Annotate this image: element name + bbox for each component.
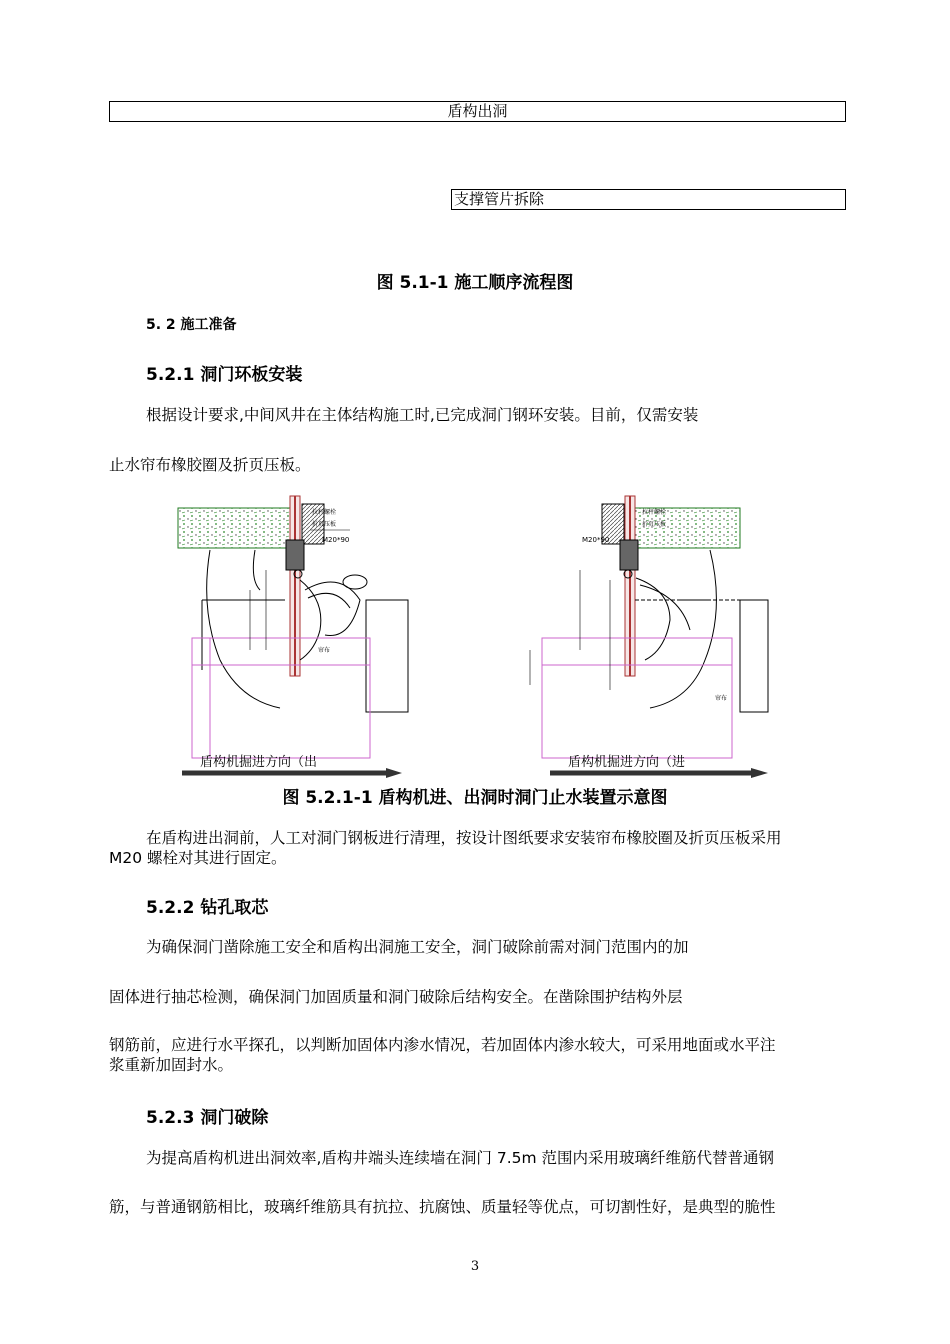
right-arrow-label: 盾构机掘进方向（进 bbox=[568, 755, 686, 770]
right-entry-drawing bbox=[530, 496, 768, 758]
svg-text:拉杆螺栓: 拉杆螺栓 bbox=[642, 509, 667, 516]
section-heading-5-2-3: 5.2.3 洞门破除 bbox=[146, 1108, 269, 1128]
paragraph-line: 根据设计要求,中间风井在主体结构施工时,已完成洞门钢环安装。目前，仅需安装 bbox=[146, 406, 699, 424]
section-heading-5-2-1: 5.2.1 洞门环板安装 bbox=[146, 365, 303, 385]
bolt-label: M20*90 bbox=[582, 536, 610, 544]
paragraph-line: 在盾构进出洞前，人工对洞门钢板进行清理，按设计图纸要求安装帘布橡胶圈及折页压板采用 bbox=[146, 829, 782, 847]
paragraph-line: 浆重新加固封水。 bbox=[109, 1056, 234, 1074]
figure-caption-5-1-1: 图 5.1-1 施工顺序流程图 bbox=[376, 273, 574, 293]
flow-box-label: 盾构出洞 bbox=[447, 102, 508, 120]
flow-box-label: 支撑管片拆除 bbox=[454, 190, 545, 208]
page-number: 3 bbox=[470, 1259, 480, 1274]
bolt-label: M20*90 bbox=[322, 536, 350, 544]
svg-text:帘布: 帘布 bbox=[318, 647, 331, 654]
section-heading-5-2-2: 5.2.2 钻孔取芯 bbox=[146, 898, 269, 918]
paragraph-line: M20 螺栓对其进行固定。 bbox=[109, 849, 287, 867]
paragraph-line: 为确保洞门凿除施工安全和盾构出洞施工安全，洞门破除前需对洞门范围内的加 bbox=[146, 938, 689, 956]
paragraph-line: 固体进行抽芯检测，确保洞门加固质量和洞门破除后结构安全。在凿除围护结构外层 bbox=[109, 988, 683, 1006]
left-exit-drawing bbox=[178, 496, 408, 758]
flow-box-shield-exit bbox=[109, 101, 846, 122]
paragraph-line: 筋，与普通钢筋相比，玻璃纤维筋具有抗拉、抗腐蚀、质量轻等优点，可切割性好，是典型的脆性 bbox=[109, 1198, 776, 1216]
paragraph-line: 钢筋前，应进行水平探孔，以判断加固体内渗水情况，若加固体内渗水较大，可采用地面或水平注 bbox=[109, 1036, 776, 1054]
svg-text:拉杆螺栓: 拉杆螺栓 bbox=[312, 509, 337, 516]
waterstop-device-drawing bbox=[150, 490, 770, 786]
svg-text:帘布: 帘布 bbox=[715, 695, 728, 702]
right-arrow-head bbox=[751, 768, 768, 778]
svg-text:折页压板: 折页压板 bbox=[312, 521, 337, 528]
flow-box-remove-support bbox=[451, 189, 846, 210]
left-arrow-label: 盾构机掘进方向（出 bbox=[200, 755, 318, 770]
section-heading-5-2: 5. 2 施工准备 bbox=[146, 317, 237, 333]
figure-caption-5-2-1-1: 图 5.2.1-1 盾构机进、出洞时洞门止水装置示意图 bbox=[282, 788, 668, 808]
svg-text:折页压板: 折页压板 bbox=[642, 521, 667, 528]
left-arrow-head bbox=[386, 768, 402, 778]
paragraph-line: 止水帘布橡胶圈及折页压板。 bbox=[109, 456, 311, 474]
paragraph-line: 为提高盾构机进出洞效率,盾构井端头连续墙在洞门 7.5m 范围内采用玻璃纤维筋代替普通钢 bbox=[146, 1149, 775, 1167]
